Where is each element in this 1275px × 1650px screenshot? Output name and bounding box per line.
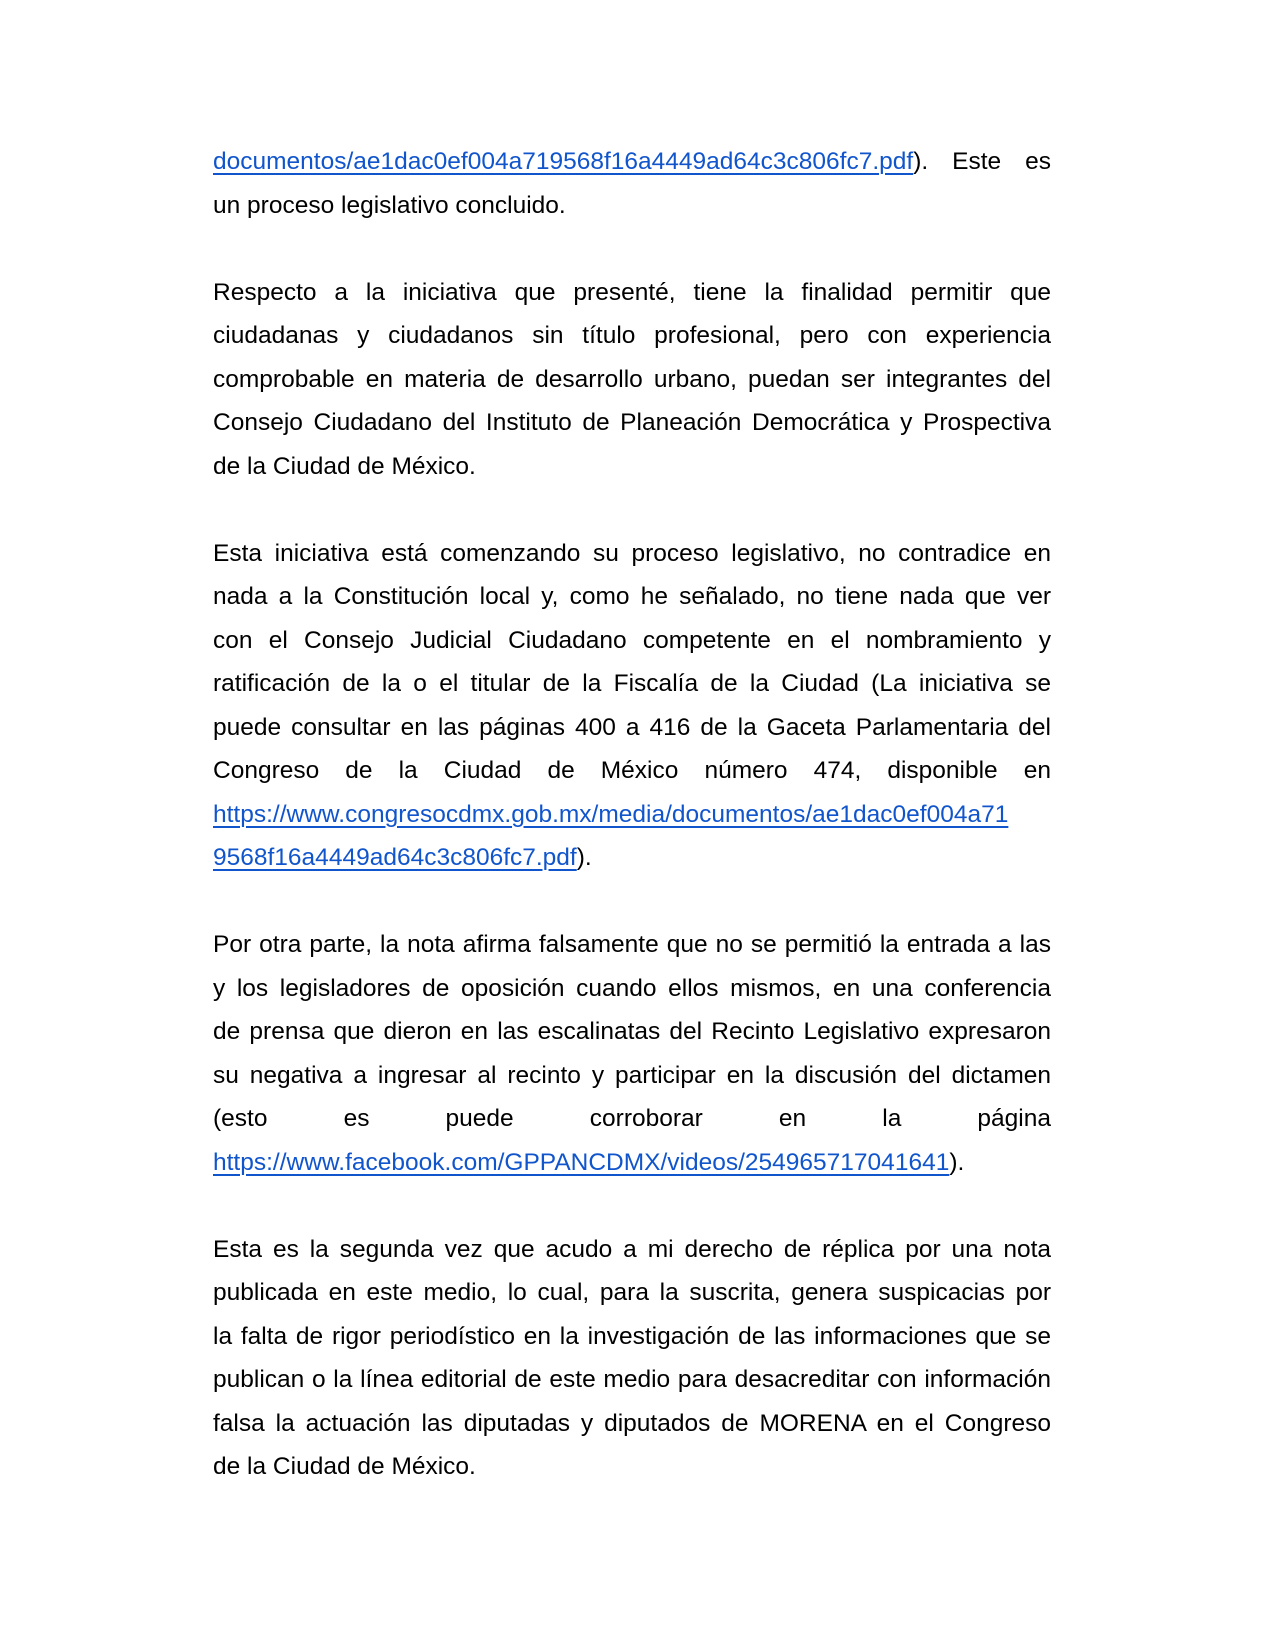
- hyperlink[interactable]: https://www.congresocdmx.gob.mx/media/documentos/ae1dac0ef004a71: [213, 800, 1009, 828]
- text-segment: Esta iniciativa está comenzando su proceso legislativo, no contradice en: [213, 539, 1051, 567]
- text-segment: comprobable en materia de desarrollo urbano, puedan ser integrantes del: [213, 365, 1051, 393]
- text-line: [213, 923, 1051, 967]
- text-line: [213, 314, 1051, 358]
- text-segment: de prensa que dieron en las escalinatas del Recinto Legislativo expresaron: [213, 1018, 1051, 1045]
- text-segment: ciudadanas y ciudadanos sin título profesional, pero con experiencia: [213, 322, 1051, 349]
- text-segment: la falta de rigor periodístico en la investigación de las informaciones que se: [213, 1322, 1051, 1350]
- hyperlink[interactable]: https://www.facebook.com/GPPANCDMX/videos/254965717041641: [213, 1148, 950, 1176]
- text-line: [213, 445, 1051, 489]
- text-segment: puede consultar en las páginas 400 a 416 de la Gaceta Parlamentaria del: [213, 713, 1051, 741]
- text-line: [213, 836, 1051, 880]
- text-segment: publican o la línea editorial de este medio para desacreditar con información: [213, 1366, 1051, 1393]
- text-line: [213, 1358, 1051, 1402]
- text-line: [213, 706, 1051, 750]
- text-line: [213, 358, 1051, 402]
- text-line: [213, 1097, 1051, 1141]
- text-line: [213, 1445, 1051, 1489]
- text-segment: Por otra parte, la nota afirma falsamente que no se permitió la entrada a las: [213, 931, 1051, 958]
- text-segment: un proceso legislativo concluido.: [213, 191, 566, 219]
- text-segment: de la Ciudad de México.: [213, 452, 476, 480]
- text-line: [213, 401, 1051, 445]
- text-line: [213, 140, 1051, 184]
- text-segment: con el Consejo Judicial Ciudadano competente en el nombramiento y: [213, 626, 1051, 654]
- text-segment: y los legisladores de oposición cuando ellos mismos, en una conferencia: [213, 974, 1051, 1002]
- paragraph-nota-falsa-conferencia: [213, 923, 1051, 1184]
- paragraph-proceso-legislativo-gaceta: [213, 532, 1051, 880]
- text-segment: publicada en este medio, lo cual, para la suscrita, genera suspicacias por: [213, 1279, 1051, 1306]
- text-segment: de la Ciudad de México.: [213, 1453, 476, 1480]
- paragraph-pdf-link-conclusion: [213, 140, 1051, 227]
- text-segment: falsa la actuación las diputadas y diputados de MORENA en el Congreso: [213, 1409, 1051, 1437]
- text-segment: Consejo Ciudadano del Instituto de Planeación Democrática y Prospectiva: [213, 409, 1051, 436]
- text-segment: Congreso de la Ciudad de México número 474, disponible en: [213, 757, 1051, 784]
- text-line: [213, 575, 1051, 619]
- text-line: [213, 793, 1051, 837]
- text-segment: su negativa a ingresar al recinto y participar en la discusión del dictamen: [213, 1061, 1051, 1089]
- text-segment: nada a la Constitución local y, como he señalado, no tiene nada que ver: [213, 583, 1051, 610]
- document-body: [213, 140, 1051, 1489]
- hyperlink[interactable]: 9568f16a4449ad64c3c806fc7.pdf: [213, 844, 577, 871]
- text-line: [213, 1010, 1051, 1054]
- text-line: [213, 1054, 1051, 1098]
- text-line: [213, 662, 1051, 706]
- text-segment: Esta es la segunda vez que acudo a mi derecho de réplica por una nota: [213, 1235, 1051, 1263]
- text-line: [213, 1402, 1051, 1446]
- text-line: [213, 1141, 1051, 1185]
- text-line: [213, 749, 1051, 793]
- text-segment: ).: [576, 844, 592, 871]
- text-line: [213, 184, 1051, 228]
- text-segment: ).: [949, 1148, 965, 1176]
- text-line: [213, 619, 1051, 663]
- hyperlink[interactable]: documentos/ae1dac0ef004a719568f16a4449ad64c3c806fc7.pdf: [213, 148, 914, 175]
- paragraph-segunda-replica: [213, 1228, 1051, 1489]
- text-line: [213, 271, 1051, 315]
- text-line: [213, 1315, 1051, 1359]
- text-line: [213, 532, 1051, 576]
- text-line: [213, 1271, 1051, 1315]
- text-line: [213, 1228, 1051, 1272]
- text-segment: (esto es puede corroborar en la página: [213, 1105, 1051, 1132]
- text-line: [213, 967, 1051, 1011]
- text-segment: ratificación de la o el titular de la Fiscalía de la Ciudad (La iniciativa se: [213, 670, 1051, 697]
- text-segment: Respecto a la iniciativa que presenté, tiene la finalidad permitir que: [213, 278, 1051, 306]
- text-segment: ). Este es: [913, 148, 1051, 175]
- paragraph-iniciativa-finalidad: [213, 271, 1051, 489]
